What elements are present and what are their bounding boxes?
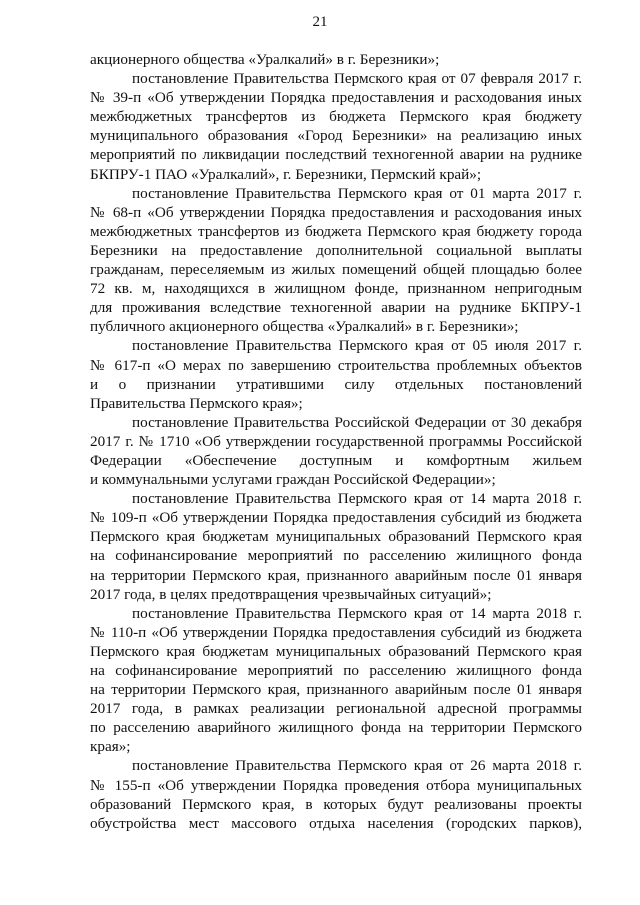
paragraph [90, 50, 582, 69]
text-line: постановление Правительства Пермского края от 26 марта 2018 г. [132, 757, 582, 775]
paragraph [90, 336, 582, 412]
text-line: 2017 года, в рамках реализации региональной адресной программы [90, 700, 582, 718]
text-line: Федерации «Обеспечение доступным и комфортным жильем [90, 451, 582, 469]
text-line: межбюджетных трансфертов из бюджета Пермского края бюджету [90, 108, 582, 126]
text-line: БКПРУ-1 ПАО «Уралкалий», г. Березники, Пермский край»; [90, 165, 482, 183]
text-line: 2017 года, в целях предотвращения чрезвычайных ситуаций»; [90, 585, 492, 603]
page-number: 21 [312, 14, 328, 30]
paragraph [90, 756, 582, 832]
text-line: № 109-п «Об утверждении Порядка предоставления субсидий из бюджета [90, 509, 582, 527]
paragraph [90, 489, 582, 604]
text-line: № 617-п «О мерах по завершению строительства проблемных объектов [90, 356, 582, 374]
text-line: Березники на предоставление дополнительной социальной выплаты [90, 241, 582, 259]
text-line: № 68-п «Об утверждении Порядка предоставления и расходования иных [90, 203, 582, 221]
paragraph [90, 184, 582, 337]
text-line: на территории Пермского края, признанного аварийным после 01 января [90, 681, 582, 699]
text-line: постановление Правительства Пермского края от 01 марта 2017 г. [132, 184, 582, 202]
text-line: 72 кв. м, находящихся в жилищном фонде, признанном непригодным [90, 280, 582, 298]
text-line: муниципального образования «Город Березники» на реализацию иных [90, 127, 582, 145]
text-line: № 155-п «Об утверждении Порядка проведения отбора муниципальных [90, 776, 582, 794]
text-line: постановление Правительства Российской Федерации от 30 декабря [132, 413, 582, 431]
text-line: постановление Правительства Пермского края от 14 марта 2018 г. [132, 604, 582, 622]
text-line: 2017 г. № 1710 «Об утверждении государственной программы Российской [90, 432, 582, 450]
text-line: Правительства Пермского края»; [90, 394, 303, 412]
paragraph [90, 604, 582, 757]
text-line: и о признании утратившими силу отдельных постановлений [90, 375, 582, 393]
document-body [90, 50, 582, 833]
text-line: гражданам, переселяемым из жилых помещений общей площадью более [90, 261, 582, 279]
text-line: на софинансирование мероприятий по расселению жилищного фонда [90, 662, 582, 679]
text-line: акционерного общества «Уралкалий» в г. Березники»; [90, 51, 440, 68]
text-line: края»; [90, 738, 131, 756]
text-line: публичного акционерного общества «Уралкалий» в г. Березники»; [90, 318, 519, 336]
text-line: образований Пермского края, в которых будут реализованы проекты [90, 795, 582, 813]
paragraph [90, 69, 582, 184]
text-line: на софинансирование мероприятий по расселению жилищного фонда [90, 547, 582, 565]
paragraph [90, 413, 582, 489]
text-line: Пермского края бюджетам муниципальных образований Пермского края [90, 528, 582, 546]
text-line: межбюджетных трансфертов из бюджета Пермского края бюджету города [90, 222, 582, 240]
text-line: № 39-п «Об утверждении Порядка предоставления и расходования иных [90, 89, 582, 107]
text-line: и коммунальными услугами граждан Российской Федерации»; [90, 471, 496, 489]
text-line: на территории Пермского края, признанного аварийным после 01 января [90, 566, 582, 584]
text-line: постановление Правительства Пермского края от 05 июля 2017 г. [132, 337, 582, 355]
text-line: № 110-п «Об утверждении Порядка предоставления субсидий из бюджета [90, 623, 582, 641]
text-line: мероприятий по ликвидации последствий техногенной аварии на руднике [90, 146, 582, 164]
text-line: для проживания вследствие техногенной аварии на руднике БКПРУ-1 [90, 299, 582, 317]
text-line: по расселению аварийного жилищного фонда на территории Пермского [90, 719, 582, 737]
text-line: Пермского края бюджетам муниципальных образований Пермского края [90, 642, 582, 660]
text-line: постановление Правительства Пермского края от 07 февраля 2017 г. [132, 70, 582, 88]
text-line: постановление Правительства Пермского края от 14 марта 2018 г. [132, 490, 582, 508]
text-line: обустройства мест массового отдыха населения (городских парков), [90, 814, 582, 832]
